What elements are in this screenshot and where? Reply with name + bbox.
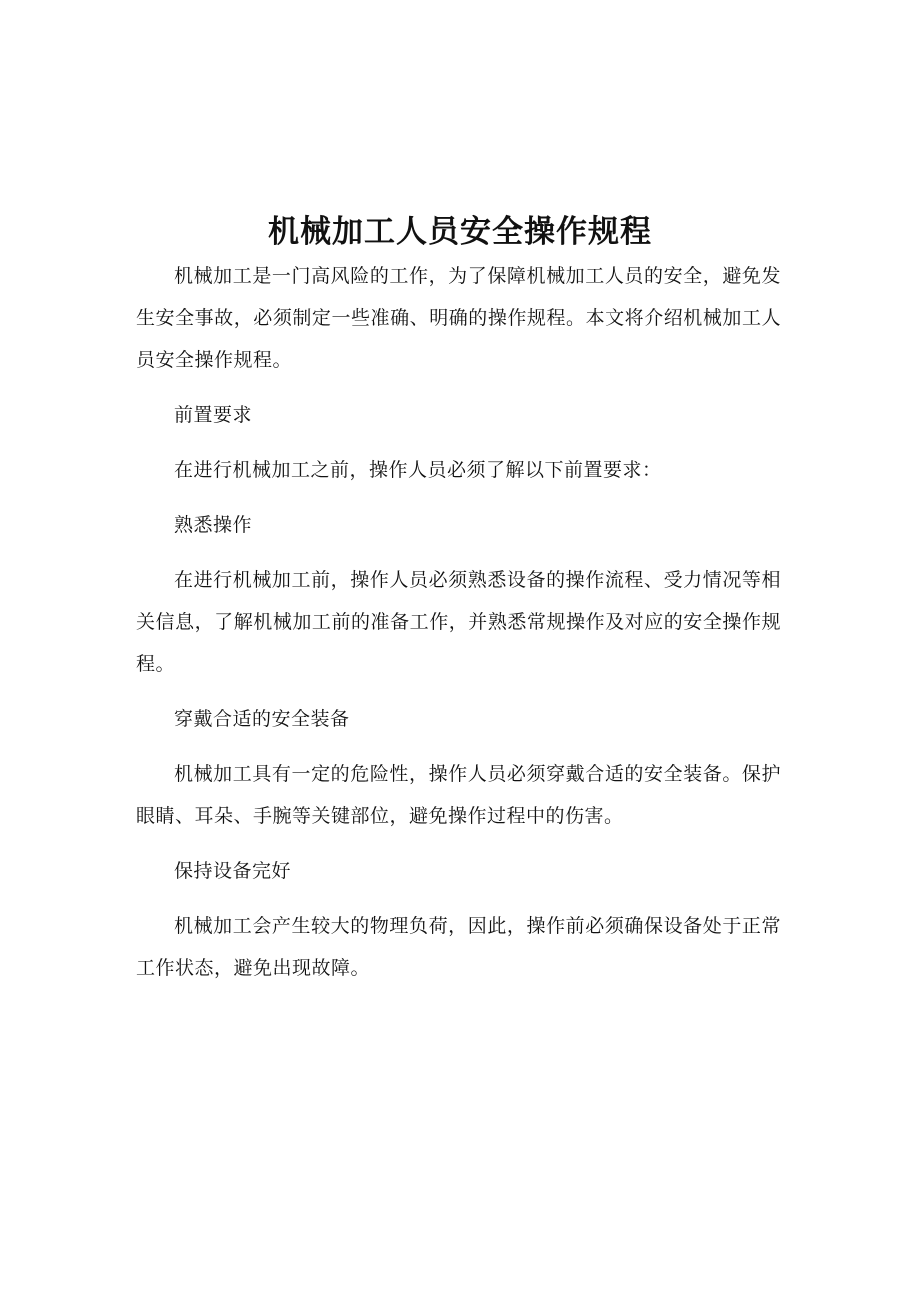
- section-body-safety-gear: 机械加工具有一定的危险性，操作人员必须穿戴合适的安全装备。保护眼睛、耳朵、手腕等关键部位，避免操作过程中的伤害。: [136, 763, 781, 827]
- document-title: 机械加工人员安全操作规程: [268, 214, 652, 250]
- section-body-prerequisites: 在进行机械加工之前，操作人员必须了解以下前置要求：: [174, 459, 662, 481]
- section-heading-prerequisites: 前置要求: [174, 404, 253, 426]
- section-body-familiarity: 在进行机械加工前，操作人员必须熟悉设备的操作流程、受力情况等相关信息，了解机械加工前的准备工作，并熟悉常规操作及对应的安全操作规程。: [136, 569, 781, 675]
- intro-paragraph: 机械加工是一门高风险的工作，为了保障机械加工人员的安全，避免发生安全事故，必须制定一些准确、明确的操作规程。本文将介绍机械加工人员安全操作规程。: [136, 265, 781, 371]
- section-heading-familiarity: 熟悉操作: [174, 514, 253, 536]
- section-heading-safety-gear: 穿戴合适的安全装备: [174, 708, 350, 730]
- section-body-equipment: 机械加工会产生较大的物理负荷，因此，操作前必须确保设备处于正常工作状态，避免出现故障。: [136, 915, 781, 979]
- section-heading-equipment: 保持设备完好: [174, 860, 292, 882]
- document-body: [136, 255, 781, 989]
